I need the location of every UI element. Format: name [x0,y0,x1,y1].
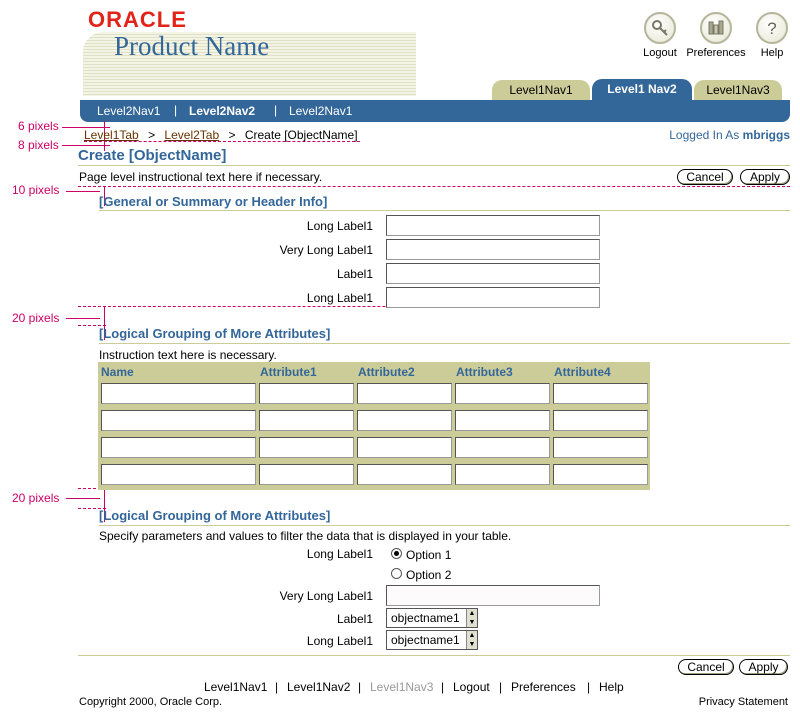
select-label-label1: Label1 [336,612,373,626]
chevron-updown-icon: ▲ ▼ [466,631,477,649]
table-cell-input[interactable] [357,410,452,431]
long-label1-select-value: objectname1 [391,633,460,647]
column-header-attribute4: Attribute4 [552,364,649,380]
tab-level1-nav2[interactable]: Level1 Nav2 [592,79,692,100]
footer-separator: | [441,680,445,694]
select-label-long-label1: Long Label1 [306,634,373,648]
breadcrumb [84,128,358,142]
breadcrumb-separator: > [228,128,236,142]
level2-nav-item-2[interactable]: Level2Nav2 [189,104,256,118]
tab-level1-nav1[interactable]: Level1Nav1 [492,80,590,100]
section2-rule [99,343,790,344]
breadcrumb-separator: > [148,128,156,142]
help-label: Help [760,47,784,59]
table-cell-input[interactable] [259,437,354,458]
column-header-attribute1: Attribute1 [258,364,355,380]
section1-header: [General or Summary or Header Info] [99,194,328,209]
footer-link-level1nav1[interactable]: Level1Nav1 [204,680,268,694]
label1-input[interactable] [386,263,600,284]
redline-label-20px-b: 20 pixels [12,491,60,505]
oracle-logo: ORACLE [88,7,187,32]
table-cell-input[interactable] [455,437,550,458]
redline-line [66,498,100,499]
level2-nav-item-3[interactable]: Level2Nav1 [289,104,353,118]
breadcrumb-link-level2tab[interactable]: Level2Tab [164,128,220,142]
user-name: mbriggs [742,128,790,142]
chevron-updown-icon: ▲ ▼ [466,609,477,627]
cancel-button-bottom[interactable]: Cancel [678,659,734,675]
radio-group-label: Long Label1 [306,547,373,561]
footer-separator: | [499,680,503,694]
column-header-name: Name [99,364,257,380]
field-label-long-label1-b: Long Label1 [306,291,373,305]
redline-line [66,318,100,319]
table-cell-input[interactable] [259,410,354,431]
table-cell-input[interactable] [101,383,256,404]
long-label1-input[interactable] [386,215,600,236]
page-instruction: Page level instructional text here if necessary. [79,170,323,184]
footer-link-logout[interactable]: Logout [453,680,490,694]
table-cell-input[interactable] [455,464,550,485]
redline-line [66,191,100,192]
logout-label: Logout [643,47,677,59]
very-long-label1-filter-input[interactable] [386,585,600,606]
table-cell-input[interactable] [553,437,648,458]
footer-rule [78,655,790,656]
redline-label-8px: 8 pixels [18,138,59,152]
redline-dash [78,186,790,187]
section3-instruction: Specify parameters and values to filter the data that is displayed in your table. [99,529,512,543]
section3-header: [Logical Grouping of More Attributes] [99,508,331,523]
tab-level1-nav3[interactable]: Level1Nav3 [694,80,782,100]
footer-separator: | [275,680,279,694]
label1-select[interactable] [386,608,478,628]
copyright: Copyright 2000, Oracle Corp. [79,696,223,708]
table-cell-input[interactable] [357,464,452,485]
radio-option-1[interactable] [391,548,402,559]
column-header-attribute3: Attribute3 [454,364,551,380]
table-cell-input[interactable] [259,464,354,485]
table-cell-input[interactable] [553,383,648,404]
logout-icon [644,12,676,44]
apply-button-bottom[interactable]: Apply [739,659,788,675]
preferences-button[interactable] [686,12,746,59]
level2-nav-bar [80,100,790,122]
cancel-button-top[interactable]: Cancel [677,169,733,185]
redline-label-6px: 6 pixels [18,119,59,133]
level2-nav-item-1[interactable]: Level2Nav1 [97,104,161,118]
very-long-label1-input[interactable] [386,239,600,260]
page-title-rule [78,165,790,166]
footer-separator: | [587,680,591,694]
table-cell-input[interactable] [101,437,256,458]
field-label-long-label1: Long Label1 [306,219,373,233]
redline-label-10px: 10 pixels [12,183,60,197]
redline-label-20px-a: 20 pixels [12,311,60,325]
logout-button[interactable] [640,12,680,59]
redline-line [62,145,110,146]
logged-in-as [669,128,790,142]
section2-header: [Logical Grouping of More Attributes] [99,326,331,341]
radio-option-1-label: Option 1 [406,548,452,562]
table-cell-input[interactable] [553,464,648,485]
table-cell-input[interactable] [357,383,452,404]
table-cell-input[interactable] [259,383,354,404]
table-cell-input[interactable] [357,437,452,458]
preferences-label: Preferences [686,47,746,59]
field-label-label1: Label1 [336,267,373,281]
field-label-very-long-label1-filter: Very Long Label1 [279,589,373,603]
section2-instruction: Instruction text here is necessary. [99,348,277,362]
radio-option-2-label: Option 2 [406,568,452,582]
help-icon: ? [756,12,788,44]
privacy-statement-link[interactable]: Privacy Statement [698,696,788,708]
logged-in-prefix: Logged In As [669,128,740,142]
label1-select-value: objectname1 [391,611,460,625]
page-title: Create [ObjectName] [78,147,227,164]
section3-rule [99,525,790,526]
table-cell-input[interactable] [553,410,648,431]
footer-link-level1nav2[interactable]: Level1Nav2 [287,680,351,694]
apply-button-top[interactable]: Apply [740,169,790,185]
breadcrumb-link-level1tab[interactable]: Level1Tab [84,128,139,142]
footer-link-level1nav3: Level1Nav3 [370,680,434,694]
radio-option-2[interactable] [391,568,402,579]
field-label-very-long-label1: Very Long Label1 [279,243,373,257]
level2-nav-separator: | [174,103,178,117]
breadcrumb-current: Create [ObjectName] [244,128,358,142]
long-label1-b-input[interactable] [386,287,600,308]
product-name: Product Name [114,31,270,61]
column-header-attribute2: Attribute2 [356,364,453,380]
footer-link-help[interactable]: Help [599,680,624,694]
level2-nav-separator: | [274,103,278,117]
section1-rule [99,210,790,211]
preferences-icon [700,12,732,44]
table-cell-input[interactable] [455,383,550,404]
help-button[interactable] [754,12,790,59]
table-cell-input[interactable] [455,410,550,431]
table-cell-input[interactable] [101,464,256,485]
footer-separator: | [358,680,362,694]
table-cell-input[interactable] [101,410,256,431]
footer-link-preferences[interactable]: Preferences [511,680,576,694]
long-label1-select[interactable] [386,630,478,650]
